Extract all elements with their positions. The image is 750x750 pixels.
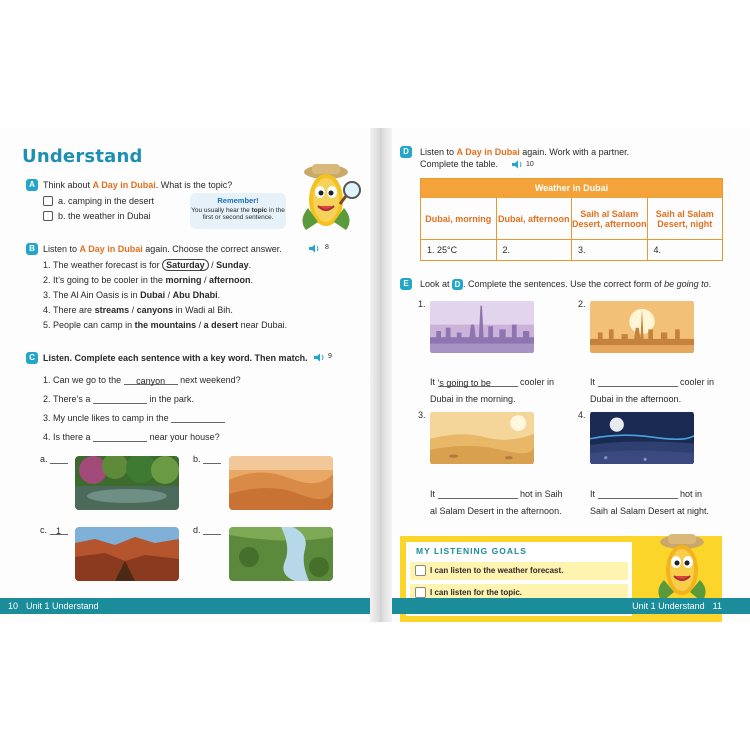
sentence-3-line2: al Salam Desert in the afternoon. xyxy=(430,506,562,516)
photo-canyon xyxy=(75,527,179,581)
list-item: 2. There’s a in the park. xyxy=(43,394,194,404)
sentence-4: It hot in xyxy=(590,489,703,499)
item-number: 1. xyxy=(418,299,426,309)
goal-item[interactable] xyxy=(410,562,628,580)
answer-blank[interactable] xyxy=(598,490,678,499)
footer-left xyxy=(0,598,370,614)
corn-mascot-detective-illustration xyxy=(296,160,366,236)
item-number: 3. xyxy=(418,410,426,420)
sentence-4-line2: Saih al Salam Desert at night. xyxy=(590,506,710,516)
list-item: 4. Is there a near your house? xyxy=(43,432,220,442)
photo-a-label: a. xyxy=(40,454,68,464)
track-number: 9 xyxy=(328,353,332,360)
photo-d-label: d. xyxy=(193,525,221,535)
story-title: A Day in Dubai xyxy=(92,180,156,190)
answer-blank[interactable]: canyon xyxy=(124,376,178,385)
table-header: Dubai, afternoon xyxy=(497,198,573,240)
option-b-checkbox[interactable] xyxy=(43,211,53,221)
table-header: Dubai, morning xyxy=(421,198,497,240)
sentence-2: It cooler in xyxy=(590,377,715,387)
answer-blank[interactable] xyxy=(438,490,518,499)
answer-blank[interactable]: ’s going to be xyxy=(438,378,518,387)
table-cell[interactable]: 2. xyxy=(497,240,573,260)
table-header-row xyxy=(421,198,722,240)
option-a-label: a. camping in the desert xyxy=(58,196,155,206)
table-cell[interactable]: 4. xyxy=(653,245,662,255)
page-number: 10 xyxy=(8,601,19,611)
section-d-badge: D xyxy=(400,146,412,158)
option-b-label: b. the weather in Dubai xyxy=(58,211,151,221)
item-number: 2. xyxy=(578,299,586,309)
book-gutter xyxy=(370,128,392,622)
section-c-prompt: Listen. Complete each sentence with a key word. Then match. xyxy=(43,353,308,363)
audio-speaker-icon[interactable] xyxy=(313,353,329,362)
section-e-prompt: Look at D . Complete the sentences. Use the correct form of be going to. xyxy=(420,279,712,289)
goals-heading: MY LISTENING GOALS xyxy=(416,546,527,556)
answer-blank[interactable] xyxy=(171,414,225,423)
section-d-prompt-line2: Complete the table. xyxy=(420,159,499,169)
illustration-dubai-afternoon xyxy=(590,300,694,354)
illustration-desert-night xyxy=(590,411,694,465)
option-a-checkbox[interactable] xyxy=(43,196,53,206)
audio-speaker-icon[interactable] xyxy=(308,244,324,253)
list-item: 5. People can camp in the mountains / a desert near Dubai. xyxy=(43,320,288,330)
list-item: 1. Can we go to the canyon next weekend? xyxy=(43,375,241,386)
answer-blank[interactable] xyxy=(93,433,147,442)
page-number: 11 xyxy=(712,601,722,611)
track-number: 10 xyxy=(526,161,534,168)
table-title: Weather in Dubai xyxy=(421,179,722,198)
remember-heading: Remember! xyxy=(217,196,259,205)
section-e-badge: E xyxy=(400,278,412,290)
remember-line-2: first or second sentence. xyxy=(202,214,274,221)
list-item: 3. My uncle likes to camp in the xyxy=(43,413,225,423)
photo-park-pond xyxy=(75,456,179,510)
goal-label: I can listen for the topic. xyxy=(430,588,523,597)
item-number: 4. xyxy=(578,410,586,420)
table-cell[interactable]: 3. xyxy=(572,240,648,260)
section-d-reference: D xyxy=(452,279,463,290)
list-item: 3. The Al Ain Oasis is in Dubai / Abu Dhabi. xyxy=(43,290,221,300)
list-item: 2. It’s going to be cooler in the morning / afternoon. xyxy=(43,275,253,285)
illustration-desert-afternoon xyxy=(430,411,534,465)
photo-b-label: b. xyxy=(193,454,221,464)
section-b-badge: B xyxy=(26,243,38,255)
illustration-dubai-morning xyxy=(430,300,534,354)
list-item: 4. There are streams / canyons in Wadi al Bih. xyxy=(43,305,233,315)
sentence-1: It ’s going to be cooler in xyxy=(430,377,555,388)
sentence-1-line2: Dubai in the morning. xyxy=(430,394,516,404)
section-a-badge: A xyxy=(26,179,38,191)
sentence-3: It hot in Saih xyxy=(430,489,563,499)
footer-label: Unit 1 Understand xyxy=(26,601,99,611)
page-title: Understand xyxy=(22,146,143,167)
section-c-badge: C xyxy=(26,352,38,364)
table-row xyxy=(421,240,722,260)
track-number: 8 xyxy=(325,244,329,251)
table-header: Saih al Salam Desert, afternoon xyxy=(572,198,648,240)
weather-table xyxy=(420,178,723,261)
prompt-text: Think about xyxy=(43,180,93,190)
goal-checkbox[interactable] xyxy=(415,565,426,576)
footer-right xyxy=(392,598,750,614)
table-cell[interactable]: 1. 25°C xyxy=(421,240,497,260)
photo-stream xyxy=(229,527,333,581)
section-a-prompt xyxy=(43,180,232,190)
table-header: Saih al Salam Desert, night xyxy=(648,198,723,240)
remember-line-1: You usually hear the topic in the xyxy=(191,207,285,214)
section-d-prompt-line1: Listen to A Day in Dubai again. Work with a partner. xyxy=(420,147,630,157)
photo-desert-dunes xyxy=(229,456,333,510)
answer-blank[interactable] xyxy=(93,395,147,404)
remember-tip-box xyxy=(190,193,286,229)
audio-speaker-icon[interactable] xyxy=(511,160,527,169)
list-item: 1. The weather forecast is for Saturday / Sunday. xyxy=(43,260,252,270)
corn-mascot-explorer-illustration xyxy=(650,530,714,606)
circled-answer[interactable]: Saturday xyxy=(162,259,209,271)
goal-label: I can listen to the weather forecast. xyxy=(430,566,564,575)
photo-c-label: c. 1 xyxy=(40,525,68,535)
prompt-text: . What is the topic? xyxy=(155,180,233,190)
section-b-prompt: Listen to A Day in Dubai again. Choose the correct answer. xyxy=(43,244,282,254)
answer-blank[interactable] xyxy=(598,378,678,387)
footer-label: Unit 1 Understand xyxy=(632,601,705,611)
sentence-2-line2: Dubai in the afternoon. xyxy=(590,394,682,404)
goal-checkbox[interactable] xyxy=(415,587,426,598)
